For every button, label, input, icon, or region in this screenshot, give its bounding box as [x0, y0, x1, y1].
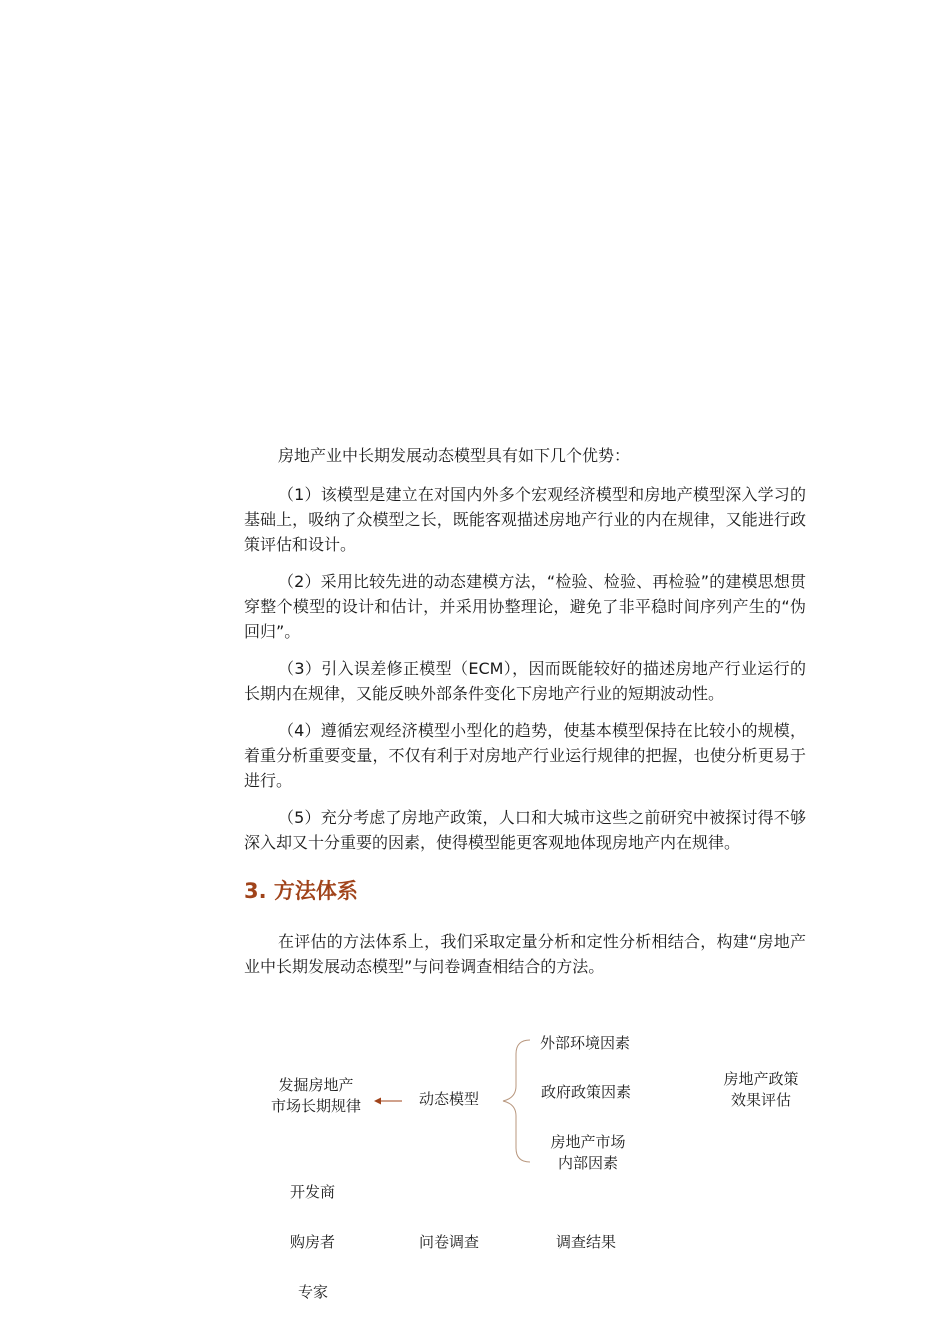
advantage-point-1: （1）该模型是建立在对国内外多个宏观经济模型和房地产模型深入学习的基础上，吸纳了众模型之长，既能客观描述房地产行业的内在规律，又能进行政策评估和设计。	[244, 485, 806, 554]
policy-eval-line1: 房地产政策	[723, 1070, 799, 1088]
dynamic-model-label: 动态模型	[419, 1090, 480, 1108]
advantage-point-2: （2）采用比较先进的动态建模方法，“检验、检验、再检验”的建模思想贯穿整个模型的设计和估计，并采用协整理论，避免了非平稳时间序列产生的“伪回归”。	[244, 572, 806, 641]
policy-eval-label	[719, 1069, 803, 1111]
advantage-point-4: （4）遵循宏观经济模型小型化的趋势，使基本模型保持在比较小的规模，着重分析重要变量，不仅有利于对房地产行业运行规律的把握，也使分析更易于进行。	[244, 721, 806, 790]
factor-external-label: 外部环境因素	[540, 1034, 631, 1052]
expert-label: 专家	[298, 1283, 329, 1301]
factor-market-line1: 房地产市场	[550, 1133, 626, 1151]
factor-market-label	[547, 1132, 629, 1174]
discover-line2: 市场长期规律	[270, 1097, 361, 1115]
discover-line1: 发掘房地产	[278, 1076, 354, 1094]
discover-label	[266, 1075, 366, 1117]
intro-paragraph: 房地产业中长期发展动态模型具有如下几个优势：	[278, 446, 631, 465]
method-paragraph: 在评估的方法体系上，我们采取定量分析和定性分析相结合，构建“房地产业中长期发展动态模型”与问卷调查相结合的方法。	[244, 932, 806, 976]
factor-market-line2: 内部因素	[557, 1154, 618, 1172]
survey-label: 问卷调查	[419, 1233, 480, 1251]
arrow-head	[374, 1098, 381, 1105]
advantage-point-3: （3）引入误差修正模型（ECM），因而既能较好的描述房地产行业运行的长期内在规律，又能反映外部条件变化下房地产行业的短期波动性。	[244, 659, 806, 703]
survey-result-label: 调查结果	[556, 1233, 617, 1251]
factor-brace	[503, 1040, 530, 1162]
policy-eval-line2: 效果评估	[730, 1091, 791, 1109]
buyer-label: 购房者	[290, 1233, 336, 1251]
section-heading: 3. 方法体系	[244, 879, 358, 903]
developer-label: 开发商	[290, 1183, 336, 1201]
advantage-point-5: （5）充分考虑了房地产政策，人口和大城市这些之前研究中被探讨得不够深入却又十分重要的因素，使得模型能更客观地体现房地产内在规律。	[244, 808, 806, 852]
factor-policy-label: 政府政策因素	[541, 1083, 632, 1101]
